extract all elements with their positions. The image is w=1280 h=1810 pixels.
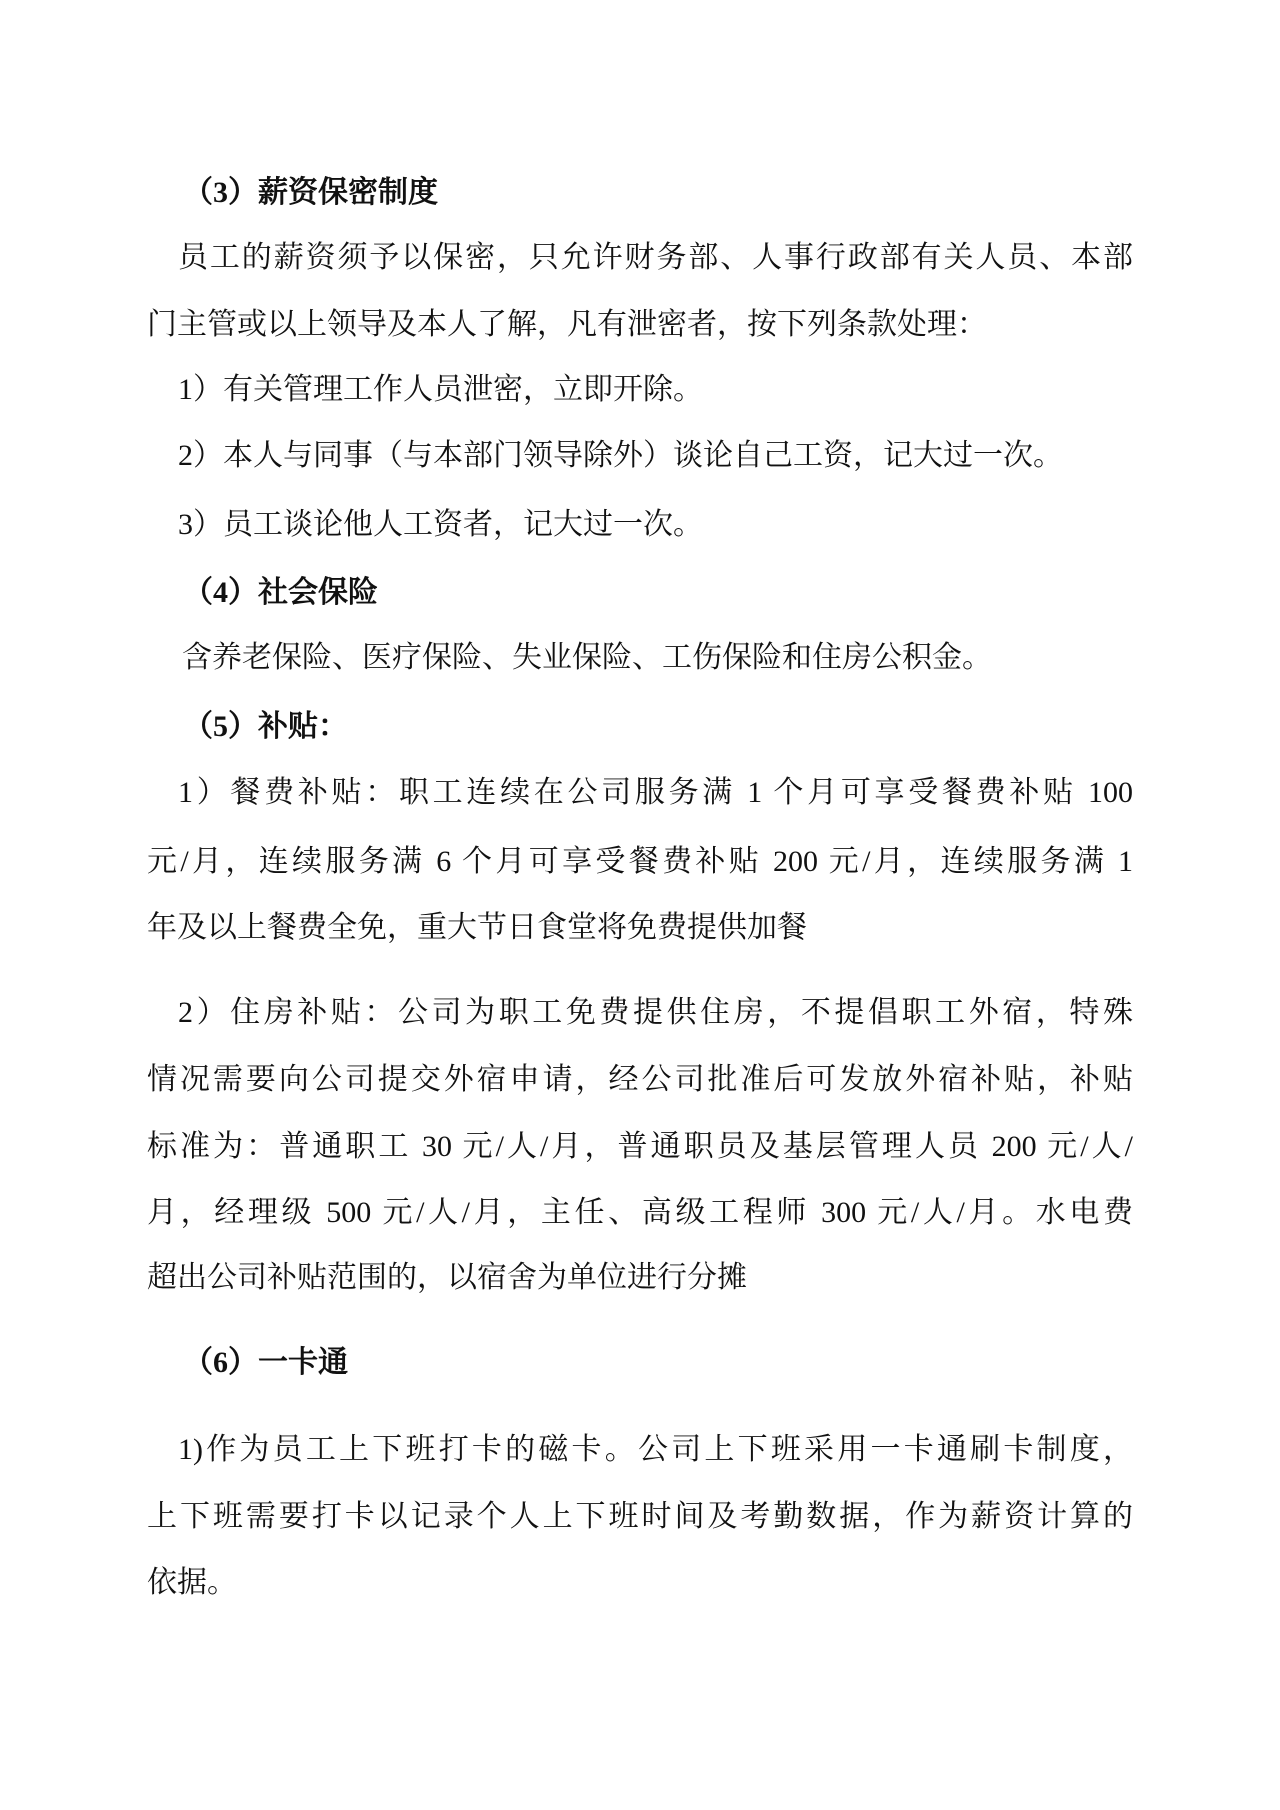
list-item: 2）本人与同事（与本部门领导除外）谈论自己工资，记大过一次。 <box>178 439 1063 472</box>
paragraph-line: 元/月，连续服务满 6 个月可享受餐费补贴 200 元/月，连续服务满 1 <box>147 845 1133 878</box>
paragraph-line: 1）餐费补贴：职工连续在公司服务满 1 个月可享受餐费补贴 100 <box>178 776 1133 809</box>
paragraph-line: 含养老保险、医疗保险、失业保险、工伤保险和住房公积金。 <box>182 641 992 674</box>
section-heading-salary-confidentiality: （3）薪资保密制度 <box>183 176 438 209</box>
paragraph-line: 情况需要向公司提交外宿申请，经公司批准后可发放外宿补贴，补贴 <box>147 1063 1133 1096</box>
list-item: 3）员工谈论他人工资者，记大过一次。 <box>178 508 703 541</box>
paragraph-line: 超出公司补贴范围的，以宿舍为单位进行分摊 <box>147 1261 747 1294</box>
section-heading-social-insurance: （4）社会保险 <box>183 576 378 609</box>
paragraph-line: 员工的薪资须予以保密，只允许财务部、人事行政部有关人员、本部 <box>178 241 1133 274</box>
paragraph-line: 依据。 <box>147 1566 237 1599</box>
paragraph-line: 门主管或以上领导及本人了解，凡有泄密者，按下列条款处理： <box>147 308 987 341</box>
paragraph-line: 2）住房补贴：公司为职工免费提供住房，不提倡职工外宿，特殊 <box>178 996 1133 1029</box>
paragraph-line: 月，经理级 500 元/人/月，主任、高级工程师 300 元/人/月。水电费 <box>147 1196 1133 1229</box>
paragraph-line: 1)作为员工上下班打卡的磁卡。公司上下班采用一卡通刷卡制度， <box>178 1433 1133 1466</box>
paragraph-line: 上下班需要打卡以记录个人上下班时间及考勤数据，作为薪资计算的 <box>147 1500 1133 1533</box>
section-heading-subsidies: （5）补贴： <box>183 710 348 743</box>
list-item: 1）有关管理工作人员泄密，立即开除。 <box>178 373 703 406</box>
paragraph-line: 年及以上餐费全免，重大节日食堂将免费提供加餐 <box>147 911 807 944</box>
paragraph-line: 标准为：普通职工 30 元/人/月，普通职员及基层管理人员 200 元/人/ <box>147 1130 1133 1163</box>
section-heading-one-card: （6）一卡通 <box>183 1346 348 1379</box>
